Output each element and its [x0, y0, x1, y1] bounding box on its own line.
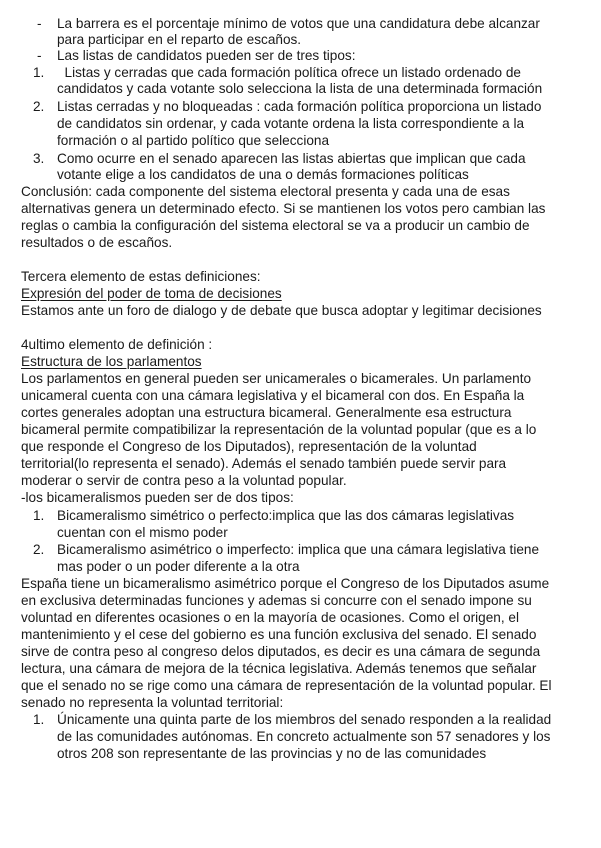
- paragraph-line: reglas o cambia la configuración del sistema electoral se va a producir un cambio de: [21, 218, 530, 233]
- paragraph-line: unicameral cuenta con una cámara legislativa y el bicameral con dos. En España la: [21, 388, 525, 403]
- paragraph-line: que responde el Congreso de los Diputados), representación de la voluntad: [21, 439, 477, 454]
- list-item-line: otros 208 son representante de las provincias y no de las comunidades: [57, 746, 487, 761]
- list-item-line: votante elige a los candidatos de una o demás formaciones políticas: [57, 167, 469, 182]
- paragraph-line: España tiene un bicameralismo asimétrico porque el Congreso de los Diputados asume: [21, 576, 550, 591]
- section-subheading: Estructura de los parlamentos: [21, 354, 202, 369]
- list-item-line: Bicameralismo simétrico o perfecto:implica que las dos cámaras legislativas: [57, 508, 515, 523]
- paragraph-line: senado no representa la voluntad territorial:: [21, 695, 284, 710]
- paragraph-line: voluntad en diferentes ocasiones o en la mayoría de ocasiones. Como el origen, el: [21, 610, 519, 625]
- bullet-text-line: Las listas de candidatos pueden ser de tres tipos:: [57, 48, 356, 63]
- paragraph-line: mantenimiento y el cese del gobierno es una función exclusiva del senado. El senado: [21, 627, 537, 642]
- paragraph-line: en exclusiva determinadas funciones y ademas si concurre con el senado impone su: [21, 593, 532, 608]
- list-item-line: de las comunidades autónomas. En concreto actualmente son 57 senadores y los: [57, 729, 551, 744]
- list-item-line: Listas y cerradas que cada formación política ofrece un listado ordenado de: [57, 65, 521, 80]
- list-number: 2.: [33, 542, 45, 557]
- list-item-line: candidatos y cada votante solo selecciona la lista de una determinada formación: [57, 81, 543, 96]
- paragraph-line: moderar o servir de contra peso a la voluntad popular.: [21, 473, 347, 488]
- paragraph-line: alternativas genera un determinado efecto. Si se mantienen los votos pero cambian las: [21, 201, 546, 216]
- section-heading: 4ultimo elemento de definición :: [21, 337, 213, 352]
- bullet-text-line: La barrera es el porcentaje mínimo de votos que una candidatura debe alcanzar: [57, 16, 540, 31]
- list-number: 2.: [33, 99, 45, 114]
- paragraph-line: lectura, una cámara de mejora de la técnica legislativa. Además tenemos que señalar: [21, 661, 537, 676]
- bullet-dash: -: [37, 16, 42, 31]
- paragraph-line: sirve de contra peso al congreso delos diputados, es decir es una cámara de segunda: [21, 644, 541, 659]
- list-number: 3.: [33, 151, 45, 166]
- bullet-dash: -: [37, 48, 42, 63]
- paragraph-line: Conclusión: cada componente del sistema electoral presenta y cada una de esas: [21, 184, 510, 199]
- paragraph-line: Estamos ante un foro de dialogo y de debate que busca adoptar y legitimar decisiones: [21, 303, 542, 318]
- paragraph-line: cortes generales adoptan una estructura bicameral. Generalmente esa estructura: [21, 405, 512, 420]
- paragraph-line: resultados o de escaños.: [21, 235, 173, 250]
- section-subheading: Expresión del poder de toma de decisiones: [21, 286, 282, 301]
- list-item-line: cuentan con el mismo poder: [57, 525, 228, 540]
- list-number: 1.: [33, 712, 45, 727]
- list-item-line: Como ocurre en el senado aparecen las listas abiertas que implican que cada: [57, 151, 526, 166]
- section-heading: Tercera elemento de estas definiciones:: [21, 269, 261, 284]
- list-item-line: Listas cerradas y no bloqueadas : cada formación política proporciona un listado: [57, 99, 542, 114]
- list-item-line: mas poder o un poder diferente a la otra: [57, 559, 300, 574]
- list-item-line: de candidatos sin ordenar, y cada votante ordena la lista correspondiente a la: [57, 116, 525, 131]
- paragraph-line: -los bicameralismos pueden ser de dos tipos:: [21, 490, 294, 505]
- list-item-line: formación o al partido político que selecciona: [57, 133, 330, 148]
- bullet-text-line: para participar en el reparto de escaños.: [57, 32, 302, 47]
- list-item-line: Bicameralismo asimétrico o imperfecto: implica que una cámara legislativa tiene: [57, 542, 540, 557]
- list-number: 1.: [33, 508, 45, 523]
- paragraph-line: Los parlamentos en general pueden ser unicamerales o bicamerales. Un parlamento: [21, 371, 532, 386]
- list-number: 1.: [33, 65, 45, 80]
- paragraph-line: que el senado no se rige como una cámara de representación de la voluntad popular. El: [21, 678, 552, 693]
- list-item-line: Únicamente una quinta parte de los miembros del senado responden a la realidad: [57, 712, 552, 727]
- paragraph-line: territorial(lo representa el senado). Además el senado también puede servir para: [21, 456, 507, 471]
- paragraph-line: bicameral permite compatibilizar la representación de la voluntad popular (que es a lo: [21, 422, 537, 437]
